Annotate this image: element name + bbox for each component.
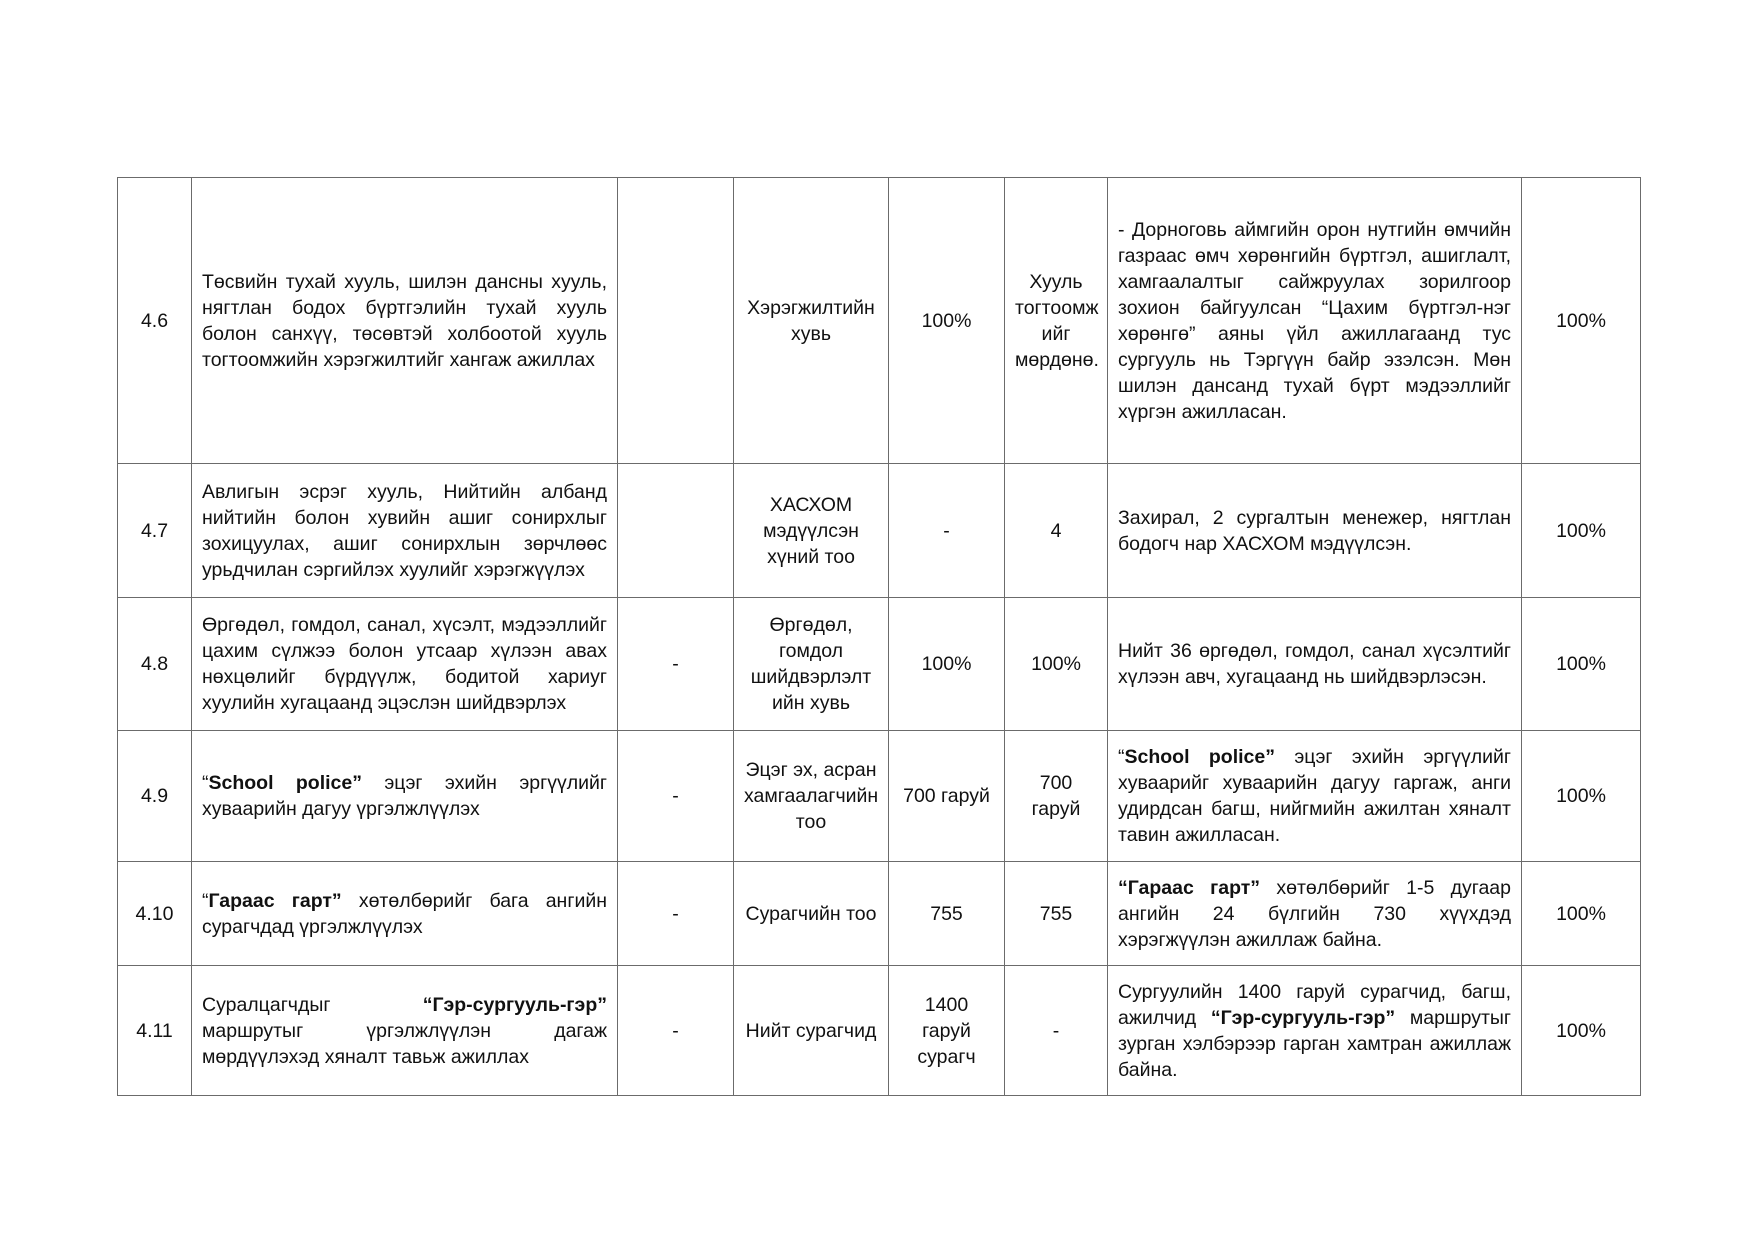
task-description: Өргөдөл, гомдол, санал, хүсэлт, мэдээллийг цахим сүлжээ болон утсаар хүлээн авах нөхцөлийг бүрдүүлж, бодитой хариуг хуулийн хугацаанд эцэслэн шийдвэрлэх bbox=[192, 598, 618, 731]
item-number: 4.7 bbox=[118, 464, 192, 598]
target-cell: 755 bbox=[889, 862, 1005, 966]
result-description: Нийт 36 өргөдөл, гомдол, санал хүсэлтийг хүлээн авч, хугацаанд нь шийдвэрлэсэн. bbox=[1108, 598, 1522, 731]
target-cell: - bbox=[889, 464, 1005, 598]
result-description: Захирал, 2 сургалтын менежер, нягтлан бодогч нар ХАСХОМ мэдүүлсэн. bbox=[1108, 464, 1522, 598]
completion-percent: 100% bbox=[1522, 862, 1641, 966]
target-cell: 100% bbox=[889, 178, 1005, 464]
result-description: Сургуулийн 1400 гаруй сурагчид, багш, ажилчид “Гэр-сургууль-гэр” маршрутыг зурган хэлбэрээр гарган хамтран ажиллаж байна. bbox=[1108, 966, 1522, 1096]
baseline-cell: - bbox=[618, 731, 734, 862]
action-plan-table bbox=[117, 177, 1641, 1096]
item-number: 4.10 bbox=[118, 862, 192, 966]
table-row bbox=[118, 598, 1641, 731]
plan-cell: 100% bbox=[1005, 598, 1108, 731]
target-cell: 1400 гаруй сурагч bbox=[889, 966, 1005, 1096]
completion-percent: 100% bbox=[1522, 178, 1641, 464]
item-number: 4.11 bbox=[118, 966, 192, 1096]
target-cell: 700 гаруй bbox=[889, 731, 1005, 862]
indicator-cell: Хэрэгжилтийн хувь bbox=[734, 178, 889, 464]
plan-cell: 4 bbox=[1005, 464, 1108, 598]
plan-cell: 700 гаруй bbox=[1005, 731, 1108, 862]
baseline-cell: - bbox=[618, 966, 734, 1096]
baseline-cell: - bbox=[618, 862, 734, 966]
baseline-cell bbox=[618, 464, 734, 598]
target-cell: 100% bbox=[889, 598, 1005, 731]
indicator-cell: Нийт сурагчид bbox=[734, 966, 889, 1096]
indicator-cell: Сурагчийн тоо bbox=[734, 862, 889, 966]
completion-percent: 100% bbox=[1522, 966, 1641, 1096]
item-number: 4.8 bbox=[118, 598, 192, 731]
table-row bbox=[118, 862, 1641, 966]
item-number: 4.6 bbox=[118, 178, 192, 464]
task-description: Суралцагчдыг “Гэр-сургууль-гэр” маршрутыг үргэлжлүүлэн дагаж мөрдүүлэхэд хяналт тавьж ажиллах bbox=[192, 966, 618, 1096]
table-row bbox=[118, 464, 1641, 598]
result-description: “Гараас гарт” хөтөлбөрийг 1-5 дугаар ангийн 24 бүлгийн 730 хүүхдэд хэрэгжүүлэн ажиллаж байна. bbox=[1108, 862, 1522, 966]
baseline-cell: - bbox=[618, 598, 734, 731]
table-row bbox=[118, 178, 1641, 464]
completion-percent: 100% bbox=[1522, 464, 1641, 598]
item-number: 4.9 bbox=[118, 731, 192, 862]
baseline-cell bbox=[618, 178, 734, 464]
indicator-cell: Эцэг эх, асран хамгаалагчийн тоо bbox=[734, 731, 889, 862]
table-row bbox=[118, 731, 1641, 862]
plan-cell: - bbox=[1005, 966, 1108, 1096]
table-row bbox=[118, 966, 1641, 1096]
result-description: “School police” эцэг эхийн эргүүлийг хуваарийг хуваарийн дагуу гаргаж, анги удирдсан багш, нийгмийн ажилтан хяналт тавин ажилласан. bbox=[1108, 731, 1522, 862]
indicator-cell: Өргөдөл, гомдол шийдвэрлэлт ийн хувь bbox=[734, 598, 889, 731]
indicator-cell: ХАСХОМ мэдүүлсэн хүний тоо bbox=[734, 464, 889, 598]
completion-percent: 100% bbox=[1522, 731, 1641, 862]
task-description: “School police” эцэг эхийн эргүүлийг хуваарийн дагуу үргэлжлүүлэх bbox=[192, 731, 618, 862]
completion-percent: 100% bbox=[1522, 598, 1641, 731]
task-description: “Гараас гарт” хөтөлбөрийг бага ангийн сурагчдад үргэлжлүүлэх bbox=[192, 862, 618, 966]
task-description: Төсвийн тухай хууль, шилэн дансны хууль, нягтлан бодох бүртгэлийн тухай хууль болон санхүү, төсөвтэй холбоотой хууль тогтоомжийн хэрэгжилтийг хангаж ажиллах bbox=[192, 178, 618, 464]
task-description: Авлигын эсрэг хууль, Нийтийн албанд нийтийн болон хувийн ашиг сонирхлыг зохицуулах, ашиг сонирхлын зөрчлөөс урьдчилан сэргийлэх хуулийг хэрэгжүүлэх bbox=[192, 464, 618, 598]
plan-cell: Хууль тогтоомж ийг мөрдөнө. bbox=[1005, 178, 1108, 464]
plan-cell: 755 bbox=[1005, 862, 1108, 966]
result-description: - Дорноговь аймгийн орон нутгийн өмчийн газраас өмч хөрөнгийн бүртгэл, ашиглалт, хамгаалалтыг сайжруулах зорилгоор зохион байгуулсан “Цахим бүртгэл-нэг хөрөнгө” аяны үйл ажиллагаанд тус сургууль нь Тэргүүн байр эзэлсэн. Мөн шилэн дансанд тухай бүрт мэдээллийг хүргэн ажилласан. bbox=[1108, 178, 1522, 464]
